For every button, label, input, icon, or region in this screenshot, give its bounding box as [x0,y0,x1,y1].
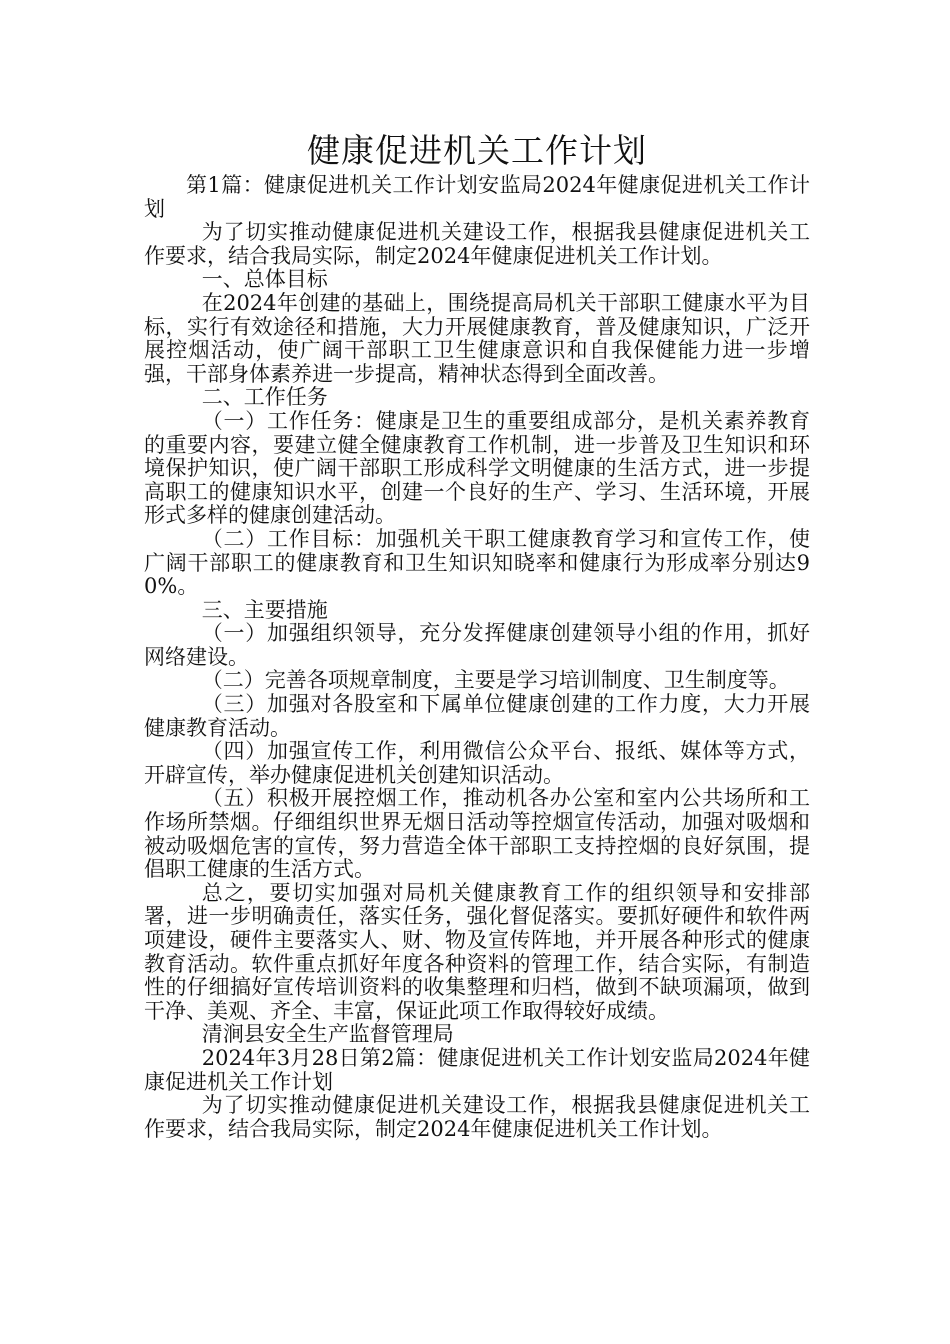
paragraph-signature-org: 清涧县安全生产监督管理局 [201,1022,454,1047]
paragraph-heading-part1: 第1篇：健康促进机关工作计划安监局2024年健康促进机关工作计划 [144,173,810,221]
paragraph-task-2: （二）工作目标：加强机关干职工健康教育学习和宣传工作，使广阔干部职工的健康教育和卫生知识知晓率和健康行为形成率分别达90%。 [144,526,810,599]
document-page [144,128,810,1141]
paragraph-summary: 总之，要切实加强对局机关健康教育工作的组织领导和安排部署，进一步明确责任，落实任务，强化督促落实。要抓好硬件和软件两项建设，硬件主要落实人、财、物及宣传阵地，并开展各种形式的健康教育活动。软件重点抓好年度各种资料的管理工作，结合实际，有制造性的仔细搞好宣传培训资料的收集整理和归档，做到不缺项漏项，做到干净、美观、齐全、丰富，保证此项工作取得较好成绩。 [144,880,810,1023]
paragraph-measure-1: （一）加强组织领导，充分发挥健康创建领导小组的作用，抓好网络建设。 [144,621,810,669]
paragraph-overall-goal: 在2024年创建的基础上，围绕提高局机关干部职工健康水平为目标，实行有效途径和措施，大力开展健康教育，普及健康知识，广泛开展控烟活动，使广阔干部职工卫生健康意识和自我保健能力进一步增强，干部身体素养进一步提高，精神状态得到全面改善。 [144,290,810,386]
paragraph-part2-intro: 为了切实推动健康促进机关建设工作，根据我县健康促进机关工作要求，结合我局实际，制定2024年健康促进机关工作计划。 [144,1093,810,1141]
paragraph-measure-4: （四）加强宣传工作，利用微信公众平台、报纸、媒体等方式，开辟宣传，举办健康促进机关创建知识活动。 [144,739,810,787]
document-body [144,174,810,1141]
paragraph-date-and-part2-heading: 2024年3月28日第2篇：健康促进机关工作计划安监局2024年健康促进机关工作计划 [144,1045,810,1094]
paragraph-measure-5: （五）积极开展控烟工作，推动机各办公室和室内公共场所和工作场所禁烟。仔细组织世界无烟日活动等控烟宣传活动，加强对吸烟和被动吸烟危害的宣传，努力营造全体干部职工支持控烟的良好氛围，提倡职工健康的生活方式。 [144,786,810,882]
paragraph-intro: 为了切实推动健康促进机关建设工作，根据我县健康促进机关工作要求，结合我局实际，制定2024年健康促进机关工作计划。 [144,220,810,268]
section-heading-overall-goal: 一、总体目标 [201,267,328,292]
section-heading-measures: 三、主要措施 [201,597,328,622]
paragraph-task-1: （一）工作任务：健康是卫生的重要组成部分，是机关素养教育的重要内容，要建立健全健康教育工作机制，进一步普及卫生知识和环境保护知识，使广阔干部职工形成科学文明健康的生活方式，进一步提高职工的健康知识水平，创建一个良好的生产、学习、生活环境，开展形式多样的健康创建活动。 [144,408,810,528]
section-heading-tasks: 二、工作任务 [201,385,328,410]
paragraph-measure-2: （二）完善各项规章制度，主要是学习培训制度、卫生制度等。 [201,668,790,693]
document-title: 健康促进机关工作计划 [307,131,647,170]
paragraph-measure-3: （三）加强对各股室和下属单位健康创建的工作力度，大力开展健康教育活动。 [144,692,810,740]
